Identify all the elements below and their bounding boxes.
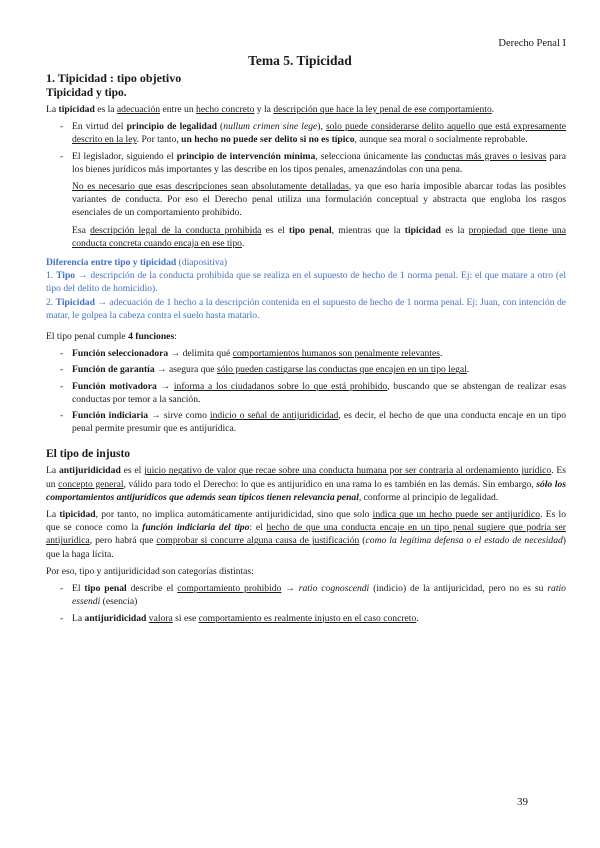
- content-body: [46, 70, 566, 629]
- slide-note-heading: Diferencia entre tipo y tipicidad (diapositiva): [46, 257, 228, 269]
- list-item: - Función indiciaria → sirve como indicio o señal de antijuridicidad, es decir, el hecho de que una conducta encaje en un tipo penal permite presumir que es antijurídica.: [46, 409, 566, 435]
- subsection-heading: El tipo de injusto: [46, 448, 131, 461]
- page-title: Tema 5. Tipicidad: [248, 53, 352, 68]
- list-item: - El tipo penal describe el comportamiento prohibido → ratio cognoscendi (indicio) de la antijuricidad, pero no es su ratio essendi (esencia): [46, 582, 566, 608]
- functions-intro: El tipo penal cumple 4 funciones:: [46, 331, 177, 343]
- list-item: - La antijuridicidad valora si ese comportamiento es realmente injusto en el caso concreto.: [46, 612, 566, 625]
- list-item: - Función seleccionadora → delimita qué comportamientos humanos son penalmente relevantes.: [46, 347, 566, 360]
- list-item: - Función motivadora → informa a los ciudadanos sobre lo que está prohibido, buscando que se abstengan de realizar esas conductas por temor a la sanción.: [46, 380, 566, 406]
- principles-list: [46, 120, 566, 176]
- section-heading: 1. Tipicidad : tipo objetivo: [46, 71, 182, 85]
- list-item: - Función de garantía → asegura que sólo pueden castigarse las conductas que encajen en un tipo legal.: [46, 363, 566, 376]
- list-item: - En virtud del principio de legalidad (nullum crimen sine lege), solo puede considerarse delito aquello que está expresamente descrito en la ley. Por tanto, un hecho no puede ser delito si no es típico, aunque sea moral o socialmente reprobable.: [46, 120, 566, 146]
- slide-note: [46, 256, 566, 322]
- page-number: 39: [517, 796, 528, 808]
- slide-note-line: 1. Tipo → descripción de la conducta prohibida que se realiza en el supuesto de hecho de 1 norma penal. Ej: el que matare a otro (el tipo del delito de homicidio).: [46, 270, 566, 295]
- subsection-heading: Tipicidad y tipo.: [46, 87, 127, 99]
- body-paragraph: La antijuridicidad es el juicio negativo de valor que recae sobre una conducta humana por ser contraria al ordenamiento jurídico. Es un concepto general, válido para todo el Derecho: lo que es antijurídico en una rama lo es también en las demás. Sin embargo, sólo los comportamientos antijurídicos que además sean típicos tienen relevancia penal, conforme al principio de legalidad.: [46, 465, 566, 503]
- running-header: Derecho Penal I: [498, 38, 566, 49]
- functions-list: [46, 347, 566, 435]
- slide-note-line: 2. Tipicidad → adecuación de 1 hecho a la descripción contenida en el supuesto de hecho de 1 norma penal. Ej: Juan, con intención de matar, le golpea la cabeza contra el suelo hasta matarlo.: [46, 296, 566, 321]
- body-paragraph: La tipicidad, por tanto, no implica automáticamente antijuridicidad, sino que solo indica que un hecho puede ser antijurídico. Es lo que se conoce como la función indiciaria del tipo: el hecho de que una conducta encaje en un tipo penal sugiere que podría ser antijurídica, pero habrá que comprobar si concurre alguna causa de justificación (como la legítima defensa o el estado de necesidad) que la haga lícita.: [46, 509, 566, 560]
- indented-paragraph: No es necesario que esas descripciones sean absolutamente detalladas, ya que eso haría imposible abarcar todas las posibles variantes de conducta. Por eso el Derecho penal utiliza una formulación conceptual y abstracta que engloba los rasgos esenciales de un comportamiento prohibido.: [72, 181, 566, 219]
- body-paragraph: Por eso, tipo y antijuridicidad son categorías distintas:: [46, 565, 254, 577]
- indented-paragraph: Esa descripción legal de la conducta prohibida es el tipo penal, mientras que la tipicidad es la propiedad que tiene una conducta concreta cuando encaja en ese tipo.: [72, 224, 566, 249]
- intro-paragraph: La tipicidad es la adecuación entre un hecho concreto y la descripción que hace la ley penal de ese comportamiento.: [46, 104, 495, 115]
- categories-list: [46, 582, 566, 625]
- list-item: - El legislador, siguiendo el principio de intervención mínima, selecciona únicamente las conductas más graves o lesivas para los bienes jurídicos más importantes y las describe en los tipos penales, amenazándolas con una pena.: [46, 150, 566, 176]
